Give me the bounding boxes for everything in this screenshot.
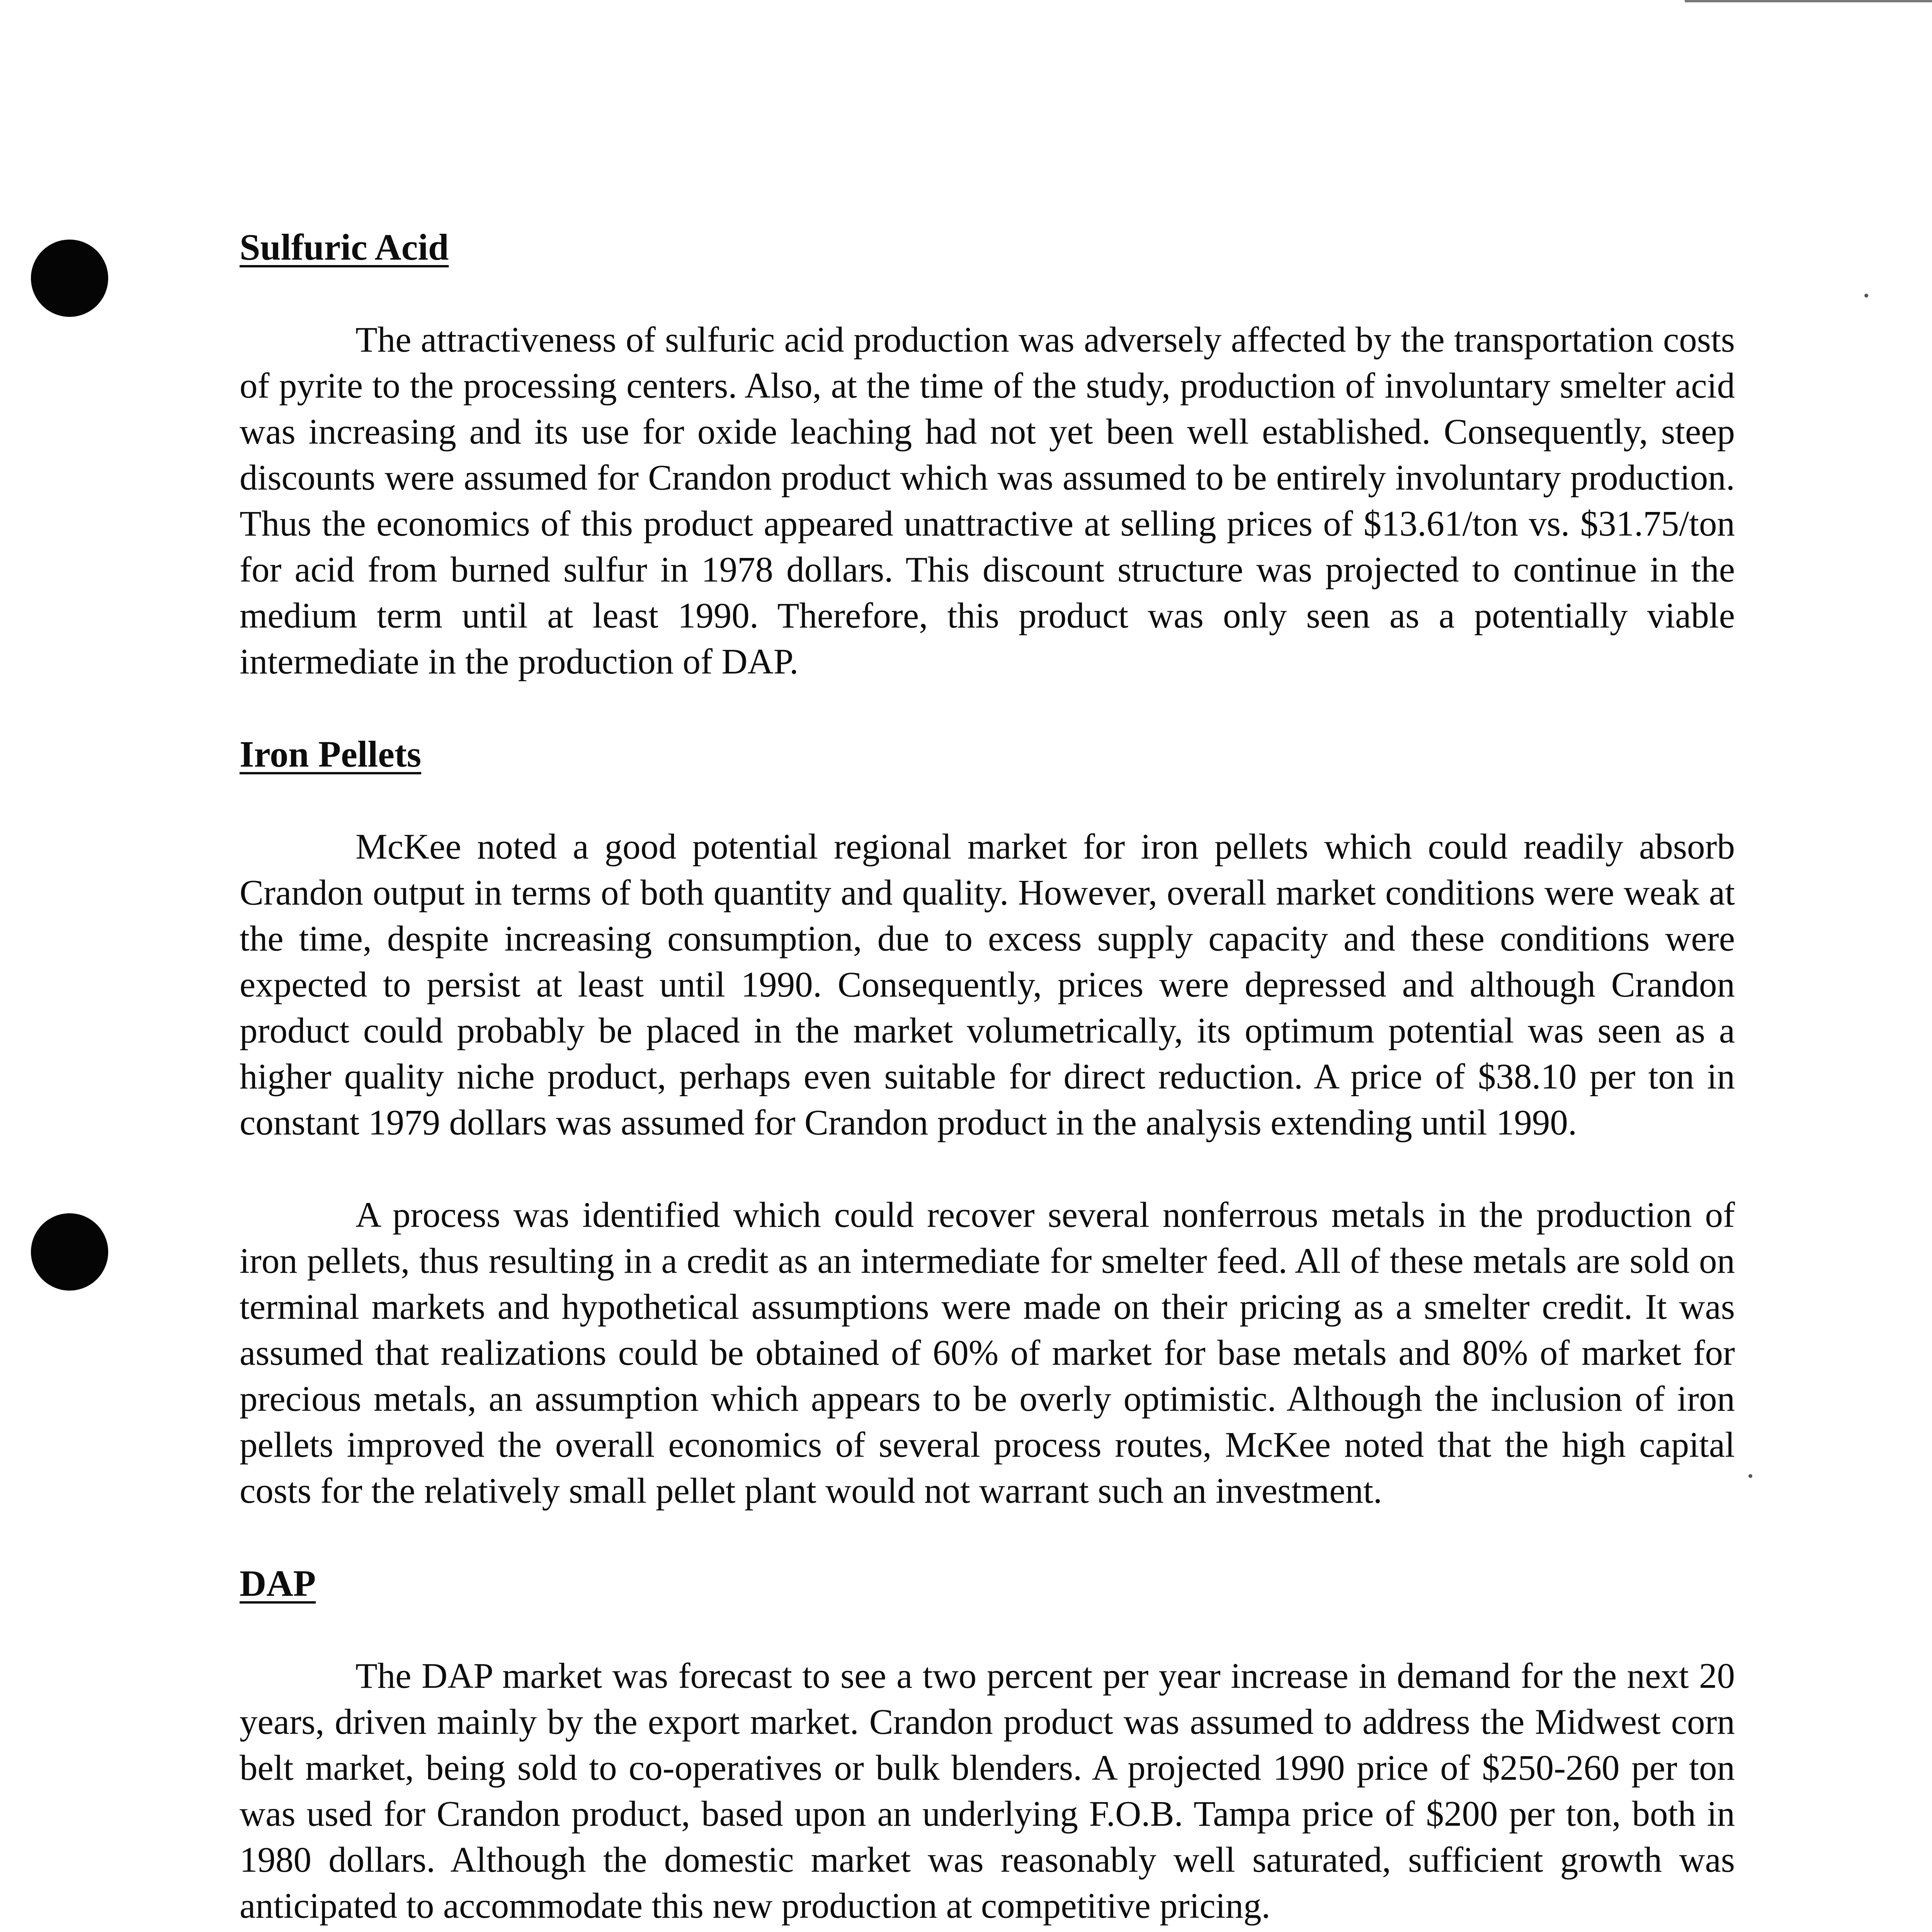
scan-speck xyxy=(1748,1474,1752,1478)
paragraph-iron-pellets-process: A process was identified which could recover several nonferrous metals in the production of iron pellets, thus resulting in a credit as an intermediate for smelter feed. All of these metals are sold on terminal markets and hypothetical assumptions were made on their pricing as a smelter credit. It was assumed that realizations could be obtained of 60% of market for base metals and 80% of market for precious metals, an assumption which appears to be overly optimistic. Although the inclusion of iron pellets improved the overall economics of several process routes, McKee noted that the high capital costs for the relatively small pellet plant would not warrant such an investment. xyxy=(240,1195,1735,1511)
document-body xyxy=(240,224,1735,1929)
section-heading-dap: DAP xyxy=(240,1563,316,1604)
scan-speck xyxy=(1864,294,1868,298)
paragraph-sulfuric-acid: The attractiveness of sulfuric acid production was adversely affected by the transportation costs of pyrite to the processing centers. Also, at the time of the study, production of involuntary smelter acid was increasing and its use for oxide leaching had not yet been well established. Consequently, steep discounts were assumed for Crandon product which was assumed to be entirely involuntary production. Thus the economics of this product appeared unattractive at selling prices of $13.61/ton vs. $31.75/ton for acid from burned sulfur in 1978 dollars. This discount structure was projected to continue in the medium term until at least 1990. Therefore, this product was only seen as a potentially viable intermediate in the production of DAP. xyxy=(240,320,1735,682)
section-heading-sulfuric-acid: Sulfuric Acid xyxy=(240,226,449,268)
paragraph-iron-pellets-market: McKee noted a good potential regional market for iron pellets which could readily absorb Crandon output in terms of both quantity and quality. However, overall market conditions were weak at the time, despite increasing consumption, due to excess supply capacity and these conditions were expected to persist at least until 1990. Consequently, prices were depressed and although Crandon product could probably be placed in the market volumetrically, its optimum potential was seen as a higher quality niche product, perhaps even suitable for direct reduction. A price of $38.10 per ton in constant 1979 dollars was assumed for Crandon product in the analysis extending until 1990. xyxy=(240,827,1735,1143)
top-edge-rule xyxy=(1685,0,1932,2)
binder-hole-middle xyxy=(31,1213,108,1291)
paragraph-dap: The DAP market was forecast to see a two percent per year increase in demand for the next 20 years, driven mainly by the export market. Crandon product was assumed to address the Midwest corn belt market, being sold to co-operatives or bulk blenders. A projected 1990 price of $250-260 per ton was used for Crandon product, based upon an underlying F.O.B. Tampa price of $200 per ton, both in 1980 dollars. Although the domestic market was reasonably well saturated, sufficient growth was anticipated to accommodate this new production at competitive pricing. xyxy=(240,1656,1735,1926)
binder-hole-top xyxy=(31,240,108,317)
section-heading-iron-pellets: Iron Pellets xyxy=(240,733,422,775)
